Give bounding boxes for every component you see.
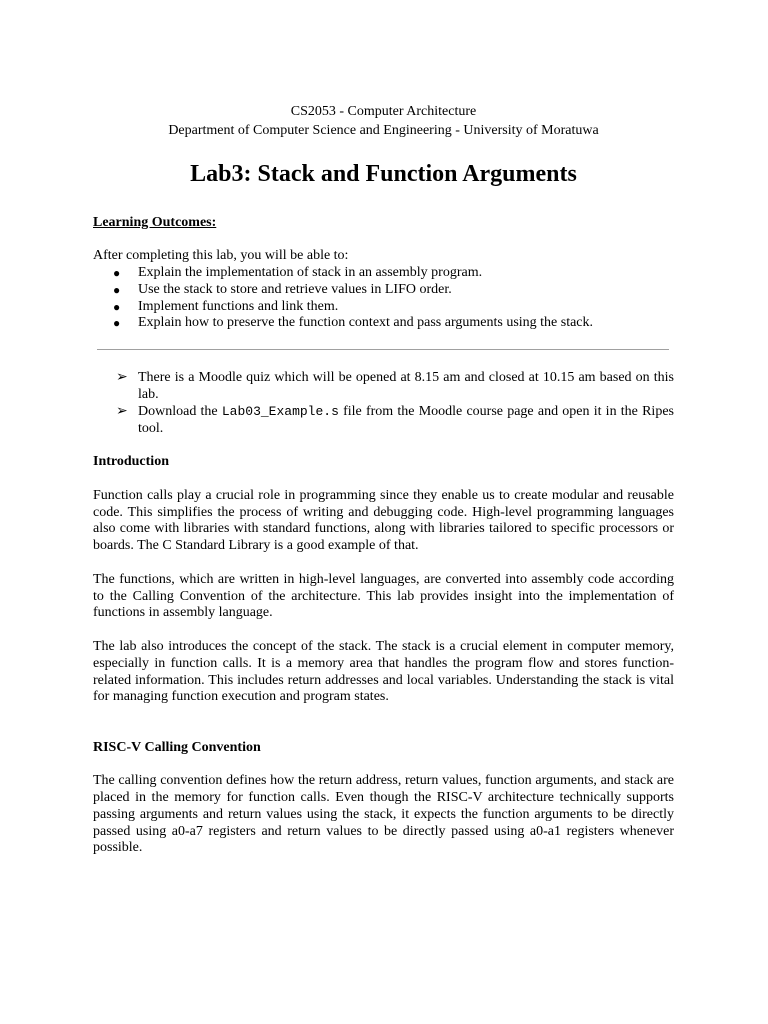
learning-outcomes-intro: After completing this lab, you will be able to: (93, 248, 349, 264)
list-item (113, 298, 674, 316)
learning-outcomes-list (93, 265, 674, 332)
arrow-bullet-icon: ➢ (116, 370, 128, 386)
note-text-pre: Download the (138, 403, 222, 419)
document-body (93, 104, 674, 857)
introduction-paragraph: The functions, which are written in high-level languages, are converted into assembly code according to the Calling Convention of the architecture. This lab provides insight into the implementation of functions in assembly language. (93, 571, 674, 621)
bullet-icon: ● (113, 265, 121, 280)
risc-v-heading: RISC-V Calling Convention (93, 739, 261, 755)
list-item-text: Explain how to preserve the function context and pass arguments using the stack. (138, 315, 594, 331)
note-text: There is a Moodle quiz which will be opened at 8.15 am and closed at 10.15 am based on this lab. (138, 370, 674, 402)
horizontal-divider (97, 349, 669, 350)
note-text-post: file from the Moodle course page and open it in the Ripes tool. (138, 403, 674, 436)
list-item-text: Explain the implementation of stack in an assembly program. (138, 264, 483, 280)
list-item-text: Implement functions and link them. (138, 298, 339, 314)
note-download (116, 403, 674, 438)
notes-list (93, 370, 674, 437)
page-title: Lab3: Stack and Function Arguments (190, 160, 577, 187)
list-item (113, 264, 674, 282)
course-name: CS2053 - Computer Architecture (290, 104, 477, 119)
note-moodle-quiz (116, 370, 674, 404)
risc-v-paragraph: The calling convention defines how the return address, return values, function arguments, and stack are placed in the memory for function calls. Even though the RISC-V architecture technically supports passing arguments and return values using the stack, it expects the function arguments to be directly passed using a0-a7 registers and return values to be directly passed using a0-a1 registers whenever possible. (93, 773, 674, 856)
bullet-icon: ● (113, 282, 121, 297)
list-item-text: Use the stack to store and retrieve values in LIFO order. (138, 281, 452, 297)
introduction-paragraph: Function calls play a crucial role in programming since they enable us to create modular and reusable code. This simplifies the process of writing and debugging code. High-level programming languages also come with libraries with standard functions, along with libraries tailored to specific processors or boards. The C Standard Library is a good example of that. (93, 487, 674, 554)
introduction-paragraph: The lab also introduces the concept of the stack. The stack is a crucial element in computer memory, especially in function calls. It is a memory area that handles the program flow and stores function-related information. This includes return addresses and local variables. Understanding the stack is vital for managing function execution and program states. (93, 638, 674, 705)
example-filename: Lab03_Example.s (221, 403, 339, 419)
list-item (113, 315, 674, 332)
learning-outcomes-heading: Learning Outcomes: (93, 214, 217, 230)
arrow-bullet-icon: ➢ (116, 403, 128, 419)
department-name: Department of Computer Science and Engineering - University of Moratuwa (168, 122, 599, 138)
bullet-icon: ● (113, 299, 121, 314)
list-item (113, 281, 674, 299)
bullet-icon: ● (113, 316, 121, 331)
introduction-heading: Introduction (93, 454, 169, 470)
